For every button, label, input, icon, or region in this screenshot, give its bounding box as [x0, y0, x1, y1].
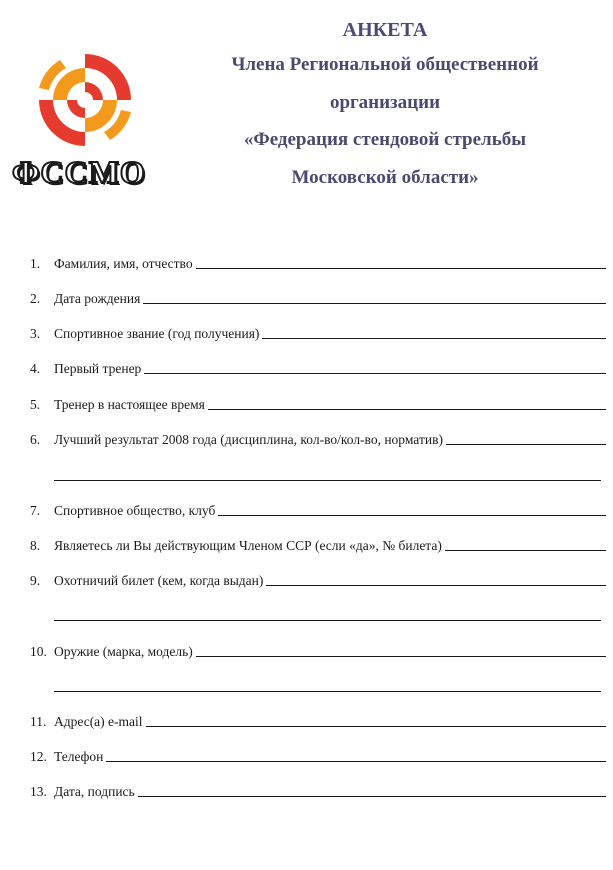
- weapon-input-line[interactable]: [196, 655, 606, 657]
- field-number: 9.: [30, 573, 41, 588]
- field-best-result: [30, 429, 606, 447]
- field-number: 11.: [30, 714, 47, 729]
- sport-club-input-line[interactable]: [218, 514, 606, 516]
- field-label: Тренер в настоящее время: [54, 397, 205, 412]
- field-sport-club: [30, 500, 606, 518]
- hunting-license-extra-line[interactable]: [54, 620, 601, 621]
- field-label: Адрес(а) e-mail: [54, 714, 143, 729]
- field-label: Спортивное общество, клуб: [54, 503, 216, 518]
- weapon-extra-line[interactable]: [54, 691, 601, 692]
- subtitle-line: организации: [329, 91, 441, 113]
- field-first-coach: [30, 358, 606, 376]
- field-number: 8.: [30, 538, 41, 553]
- field-number: 13.: [30, 784, 47, 799]
- birth-date-input-line[interactable]: [143, 302, 606, 304]
- field-hunting-license: [30, 570, 606, 588]
- field-full-name: [30, 253, 606, 271]
- target-emblem-icon: [30, 48, 140, 152]
- field-label: Лучший результат 2008 года (дисциплина, кол-во/кол-во, норматив): [54, 432, 443, 447]
- hunting-license-input-line[interactable]: [266, 584, 606, 586]
- field-phone: [30, 746, 606, 764]
- field-label: Оружие (марка, модель): [54, 644, 193, 659]
- phone-input-line[interactable]: [106, 760, 606, 762]
- field-label: Фамилия, имя, отчество: [54, 256, 193, 271]
- field-number: 5.: [30, 397, 41, 412]
- best-result-extra-line[interactable]: [54, 480, 601, 481]
- form-header: [175, 14, 595, 196]
- field-label: Спортивное звание (год получения): [54, 326, 260, 341]
- field-weapon: [30, 641, 606, 659]
- logo-text: ФССМО: [12, 154, 146, 190]
- field-number: 3.: [30, 326, 41, 341]
- current-coach-input-line[interactable]: [208, 408, 606, 410]
- subtitle-line: Члена Региональной общественной: [231, 54, 539, 75]
- subtitle-line: Московской области»: [291, 166, 479, 188]
- field-label: Телефон: [54, 749, 104, 764]
- form-title: АНКЕТА: [342, 19, 428, 41]
- organization-logo: [12, 48, 152, 194]
- field-number: 6.: [30, 432, 41, 447]
- field-label: Дата, подпись: [54, 784, 135, 799]
- date-signature-input-line[interactable]: [138, 795, 606, 797]
- field-label: Являетесь ли Вы действующим Членом ССР (если «да», № билета): [54, 538, 442, 553]
- field-date-signature: [30, 781, 606, 799]
- ssr-member-input-line[interactable]: [445, 549, 606, 551]
- best-result-input-line[interactable]: [446, 443, 606, 445]
- field-ssr-member: [30, 535, 606, 553]
- field-label: Первый тренер: [54, 361, 142, 376]
- first-coach-input-line[interactable]: [144, 372, 606, 374]
- full-name-input-line[interactable]: [196, 267, 606, 269]
- field-number: 4.: [30, 361, 41, 376]
- field-number: 1.: [30, 256, 41, 271]
- subtitle-line: «Федерация стендовой стрельбы: [243, 129, 527, 150]
- field-current-coach: [30, 394, 606, 412]
- field-label: Дата рождения: [54, 291, 141, 306]
- field-birth-date: [30, 288, 606, 306]
- field-number: 12.: [30, 749, 47, 764]
- field-email: [30, 711, 606, 729]
- field-sport-title: [30, 323, 606, 341]
- field-label: Охотничий билет (кем, когда выдан): [54, 573, 264, 588]
- field-number: 2.: [30, 291, 41, 306]
- email-input-line[interactable]: [146, 725, 606, 727]
- field-number: 7.: [30, 503, 41, 518]
- sport-title-input-line[interactable]: [262, 337, 606, 339]
- field-number: 10.: [30, 644, 47, 659]
